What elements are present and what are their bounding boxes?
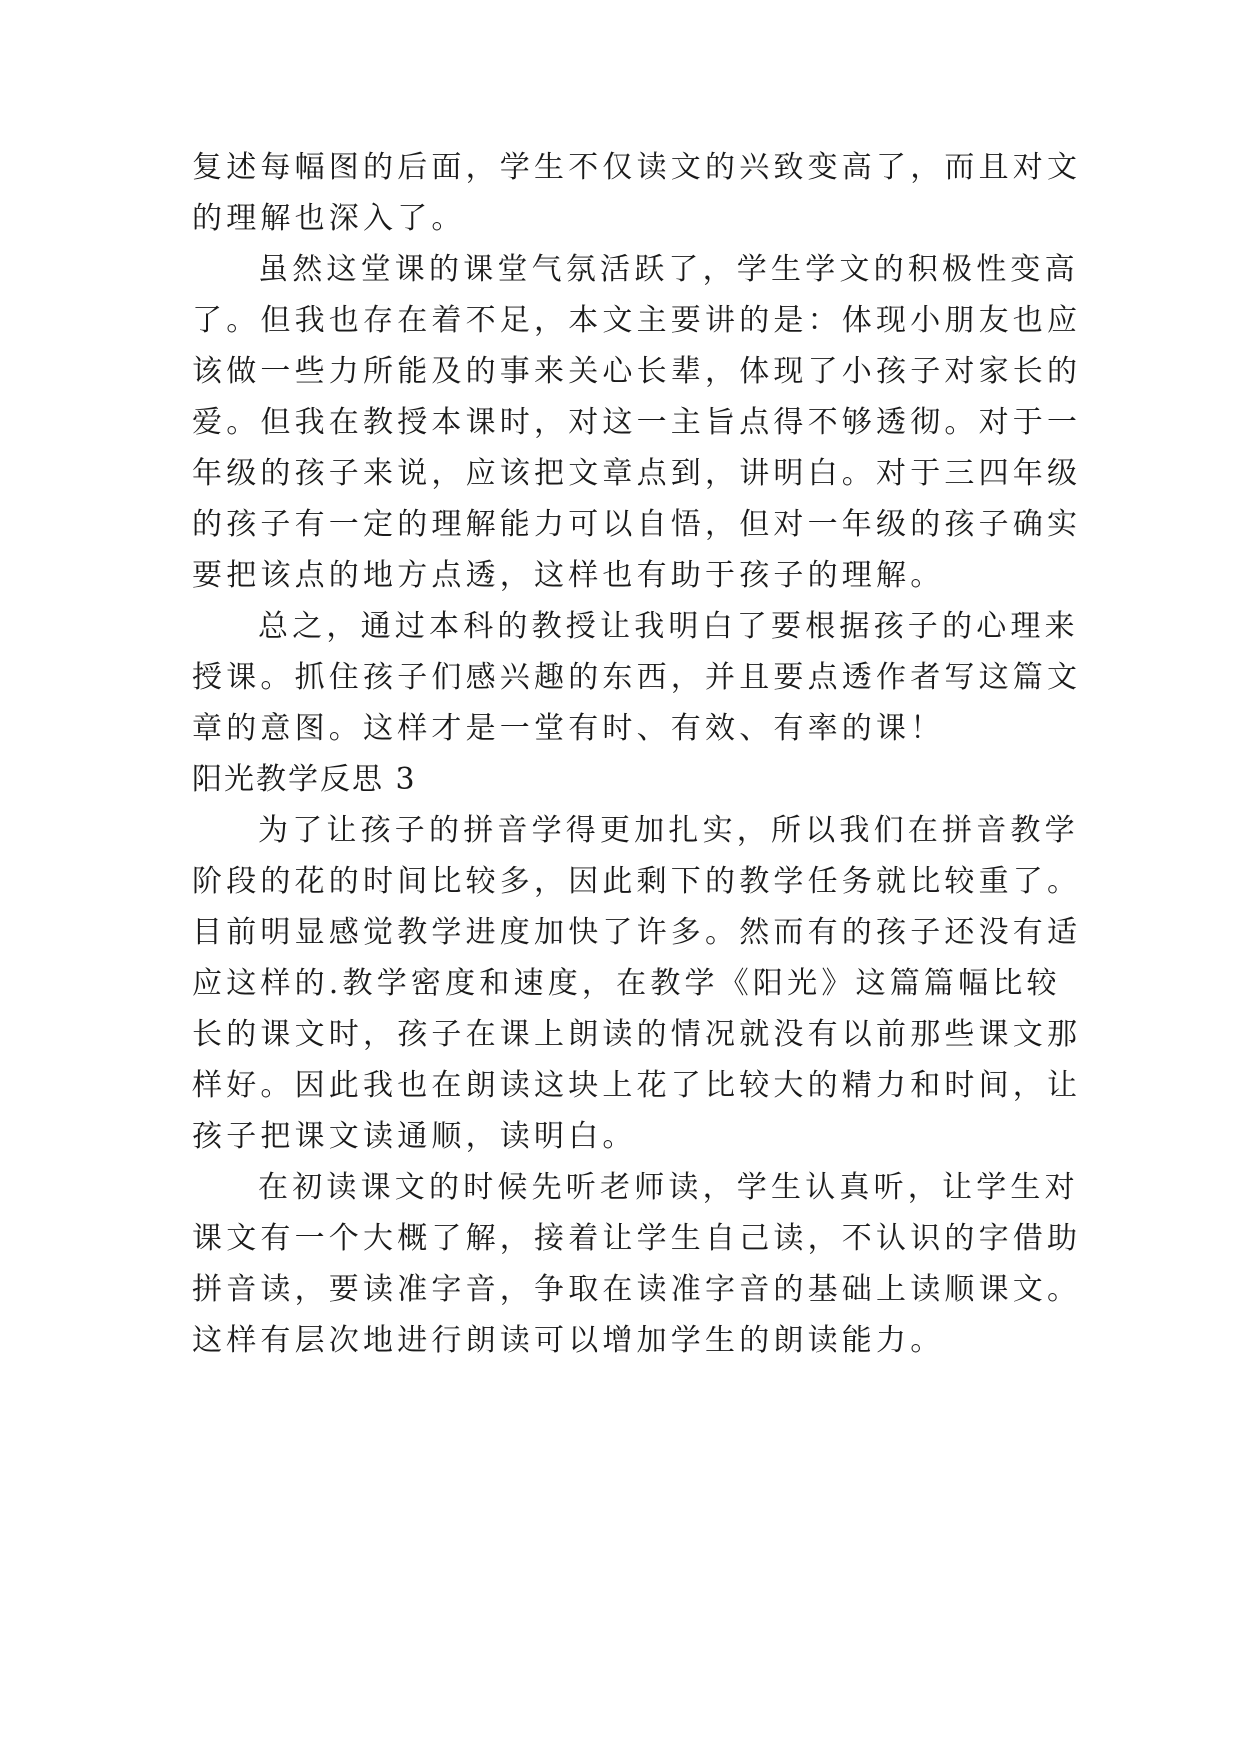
paragraph-start-line: 在初读课文的时候先听老师读，学生认真听，让学生对: [258, 1170, 1079, 1205]
text-line: 爱。但我在教授本课时，对这一主旨点得不够透彻。对于一: [192, 405, 1082, 440]
text-line: 了。但我也存在着不足，本文主要讲的是：体现小朋友也应: [192, 303, 1082, 338]
text-line: 应这样的.教学密度和速度，在教学《阳光》这篇篇幅比较: [192, 966, 1061, 1001]
text-line: 孩子把课文读通顺，读明白。: [192, 1119, 637, 1154]
text-line: 目前明显感觉教学进度加快了许多。然而有的孩子还没有适: [192, 915, 1082, 950]
paragraph-start-line: 虽然这堂课的课堂气氛活跃了，学生学文的积极性变高: [258, 252, 1079, 287]
text-line: 的理解也深入了。: [192, 201, 466, 236]
text-line: 拼音读，要读准字音，争取在读准字音的基础上读顺课文。: [192, 1272, 1082, 1307]
text-line: 的孩子有一定的理解能力可以自悟，但对一年级的孩子确实: [192, 507, 1082, 542]
text-line: 这样有层次地进行朗读可以增加学生的朗读能力。: [192, 1323, 945, 1358]
text-line: 阶段的花的时间比较多，因此剩下的教学任务就比较重了。: [192, 864, 1082, 899]
text-line: 授课。抓住孩子们感兴趣的东西，并且要点透作者写这篇文: [192, 660, 1082, 695]
text-line: 复述每幅图的后面，学生不仅读文的兴致变高了，而且对文: [192, 150, 1082, 185]
paragraph-start-line: 总之，通过本科的教授让我明白了要根据孩子的心理来: [258, 609, 1079, 644]
text-line: 课文有一个大概了解，接着让学生自己读，不认识的字借助: [192, 1221, 1082, 1256]
paragraph-start-line: 为了让孩子的拼音学得更加扎实，所以我们在拼音教学: [258, 813, 1079, 848]
text-line: 样好。因此我也在朗读这块上花了比较大的精力和时间，让: [192, 1068, 1082, 1103]
text-line: 长的课文时，孩子在课上朗读的情况就没有以前那些课文那: [192, 1017, 1082, 1052]
text-line: 该做一些力所能及的事来关心长辈，体现了小孩子对家长的: [192, 354, 1082, 389]
text-line: 章的意图。这样才是一堂有时、有效、有率的课！: [192, 711, 945, 746]
text-line: 要把该点的地方点透，这样也有助于孩子的理解。: [192, 558, 945, 593]
section-heading: 阳光教学反思 3: [192, 762, 417, 797]
text-line: 年级的孩子来说，应该把文章点到，讲明白。对于三四年级: [192, 456, 1082, 491]
